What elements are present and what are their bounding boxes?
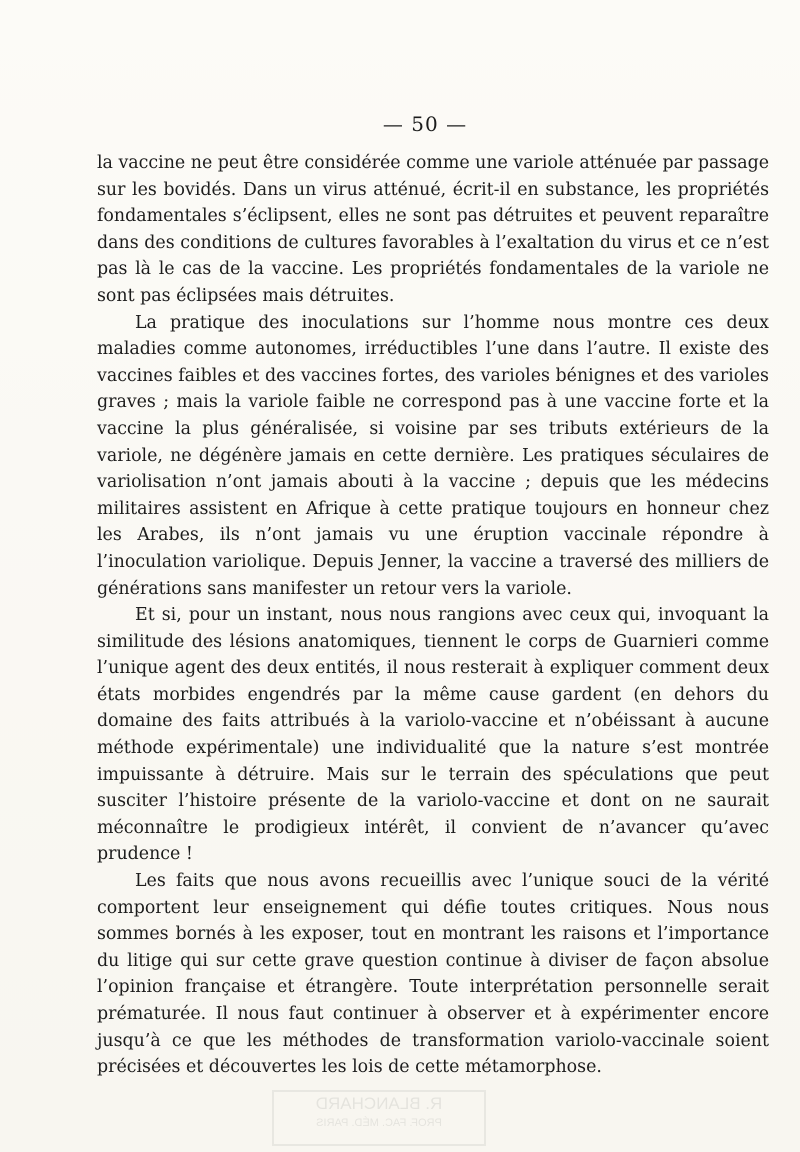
- body-text: [97, 150, 769, 1081]
- faded-library-stamp: [272, 1090, 486, 1146]
- paragraph-3: Et si, pour un instant, nous nous rangions avec ceux qui, invoquant la similitude des lésions anatomiques, tiennent le corps de Guarnieri comme l’unique agent des deux entités, il nous resterait à expliquer comment deux états morbides engendrés par la même cause gardent (en dehors du domaine des faits attribués à la variolo-vaccine et n’obéissant à aucune méthode expérimentale) une individualité que la nature s’est montrée impuissante à détruire. Mais sur le terrain des spéculations que peut susciter l’histoire présente de la variolo-vaccine et dont on ne saurait méconnaître le prodigieux intérêt, il convient de n’avancer qu’avec prudence !: [97, 605, 769, 865]
- stamp-line-2: PROF. FAC. MÉD. PARIS: [316, 1117, 442, 1129]
- paragraph-2: La pratique des inoculations sur l’homme nous montre ces deux maladies comme autonomes, irréductibles l’une dans l’autre. Il existe des vaccines faibles et des vaccines fortes, des varioles bénignes et des varioles graves ; mais la variole faible ne correspond pas à une vaccine forte et la vaccine la plus généralisée, si voisine par ses tributs extérieurs de la variole, ne dégénère jamais en cette dernière. Les pratiques séculaires de variolisation n’ont jamais abouti à la vaccine ; depuis que les médecins militaires assistent en Afrique à cette pratique toujours en honneur chez les Arabes, ils n’ont jamais vu une éruption vaccinale répondre à l’inoculation variolique. Depuis Jenner, la vaccine a traversé des milliers de générations sans manifester un retour vers la variole.: [97, 312, 769, 599]
- paragraph-1: la vaccine ne peut être considérée comme une variole atténuée par passage sur les bovidés. Dans un virus atténué, écrit-il en substance, les propriétés fondamentales s’éclipsent, elles ne sont pas détruites et peuvent reparaître dans des conditions de cultures favorables à l’exaltation du virus et ce n’est pas là le cas de la vaccine. Les propriétés fondamentales de la variole ne sont pas éclipsées mais détruites.: [97, 153, 769, 306]
- page-number: — 50 —: [382, 112, 468, 136]
- stamp-line-1: R. BLANCHARD: [315, 1094, 443, 1113]
- paragraph-4: Les faits que nous avons recueillis avec l’unique souci de la vérité comportent leur enseignement qui défie toutes critiques. Nous nous sommes bornés à les exposer, tout en montrant les raisons et l’importance du litige qui sur cette grave question continue à diviser de façon absolue l’opinion française et étrangère. Toute interprétation personnelle serait prématurée. Il nous faut continuer à observer et à expérimenter encore jusqu’à ce que les méthodes de transformation variolo-vaccinale soient précisées et découvertes les lois de cette métamorphose.: [97, 871, 769, 1078]
